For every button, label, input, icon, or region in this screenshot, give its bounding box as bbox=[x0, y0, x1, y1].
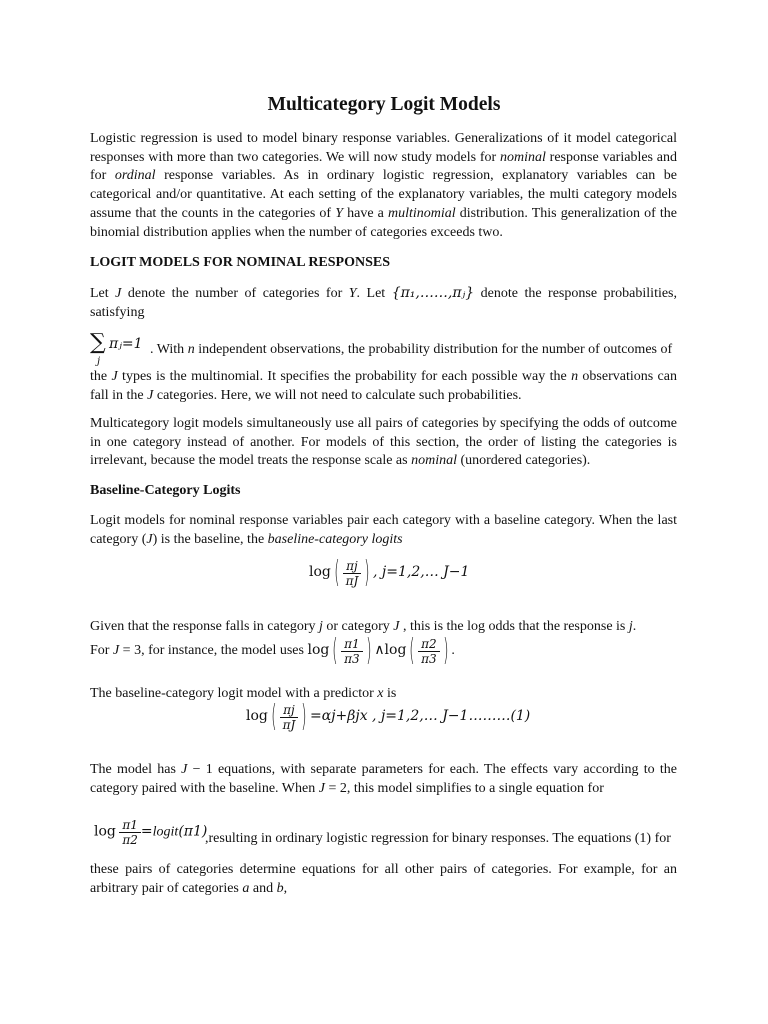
let-text-3: . Let bbox=[356, 286, 392, 301]
multi-nominal: nominal bbox=[411, 453, 457, 469]
logit-b: b bbox=[276, 880, 284, 896]
eq2-left-paren: ( bbox=[271, 699, 277, 734]
logit-tail-line bbox=[205, 830, 677, 849]
sum-expression: πⱼ=1 bbox=[109, 336, 143, 352]
given-text-1: Given that the response falls in category bbox=[90, 619, 319, 634]
for-fraction-1 bbox=[341, 637, 363, 666]
eq2-fraction bbox=[280, 703, 299, 732]
sum-text-3: the bbox=[90, 369, 112, 384]
logit-cont-text: these pairs of categories determine equations for all other pairs of categories. For example, for an arbitrary pair of categories bbox=[90, 862, 677, 896]
given-text-3: , this is the log odds that the response is bbox=[399, 619, 629, 634]
logit-word: logit bbox=[152, 824, 179, 840]
logit-text-2: and bbox=[249, 880, 277, 896]
multinomial-paragraph bbox=[90, 368, 677, 405]
baseline-text-2: ) is the baseline, the bbox=[152, 531, 268, 547]
multi-text-2: (unordered categories). bbox=[456, 453, 591, 469]
eq1-denominator: πJ bbox=[345, 573, 359, 588]
logit-text-1: ,resulting in ordinary logistic regression for binary responses. The equations (1) for bbox=[205, 831, 671, 846]
given-text-4: . bbox=[632, 619, 637, 634]
intro-text-3: response variables. As in ordinary logistic regression, explanatory variables can be categorical and/or quantitative. At each setting of the explanatory variables, the multi category models assume that the counts in the categories of bbox=[90, 168, 678, 221]
for-fraction-2 bbox=[418, 637, 440, 666]
pred-text-1: The baseline-category logit model with a predictor bbox=[90, 686, 378, 701]
given-j: j bbox=[318, 619, 323, 634]
intro-y: Y bbox=[335, 205, 343, 221]
for-text-2: = 3, for instance, the model uses bbox=[119, 643, 308, 659]
let-text-2: denote the number of categories for bbox=[121, 286, 349, 301]
logit-argument: (π1) bbox=[178, 823, 208, 840]
baseline-j: J bbox=[146, 531, 153, 547]
intro-multinomial: multinomial bbox=[387, 205, 456, 221]
let-paragraph bbox=[90, 284, 677, 322]
intro-text-1: Logistic regression is used to model binary response variables. Generalizations of it model categorical responses with more than two categories. We will now study models for bbox=[90, 131, 677, 165]
eq2-log: log bbox=[246, 708, 268, 725]
logit-equals: = bbox=[140, 823, 153, 840]
for-numerator-1: π1 bbox=[341, 637, 363, 652]
logit-fraction bbox=[119, 818, 141, 847]
sum-j: J bbox=[111, 369, 118, 384]
for-paren-4: ) bbox=[442, 633, 449, 668]
multi-text-1: Multicategory logit models simultaneously use all pairs of categories by specifying the odds of outcome in one category instead of another. For models of this section, the order of listing the categories is irrelevant, because the model treats the response scale as bbox=[90, 416, 677, 469]
eq2-right-paren: ) bbox=[301, 699, 307, 734]
eq1-log: log bbox=[309, 564, 331, 581]
intro-ordinal: ordinal bbox=[114, 168, 156, 184]
baseline-text-1: Logit models for nominal response variables pair each category with a baseline category. When the last category ( bbox=[90, 513, 677, 547]
eq2-right-side: =αj+βjx , j=1,2,… J−1………(1) bbox=[310, 708, 531, 725]
for-text-1: For bbox=[90, 643, 113, 659]
baseline-paragraph bbox=[90, 512, 677, 549]
for-period: . bbox=[451, 643, 455, 659]
sum-n2: n bbox=[571, 369, 579, 384]
eq2-numerator: πj bbox=[280, 703, 299, 718]
given-text-2: or category bbox=[322, 619, 394, 634]
sum-n: n bbox=[187, 342, 195, 357]
sum-text-line bbox=[150, 341, 677, 360]
section-heading-nominal: LOGIT MODELS FOR NOMINAL RESPONSES bbox=[90, 255, 391, 270]
given-big-j: J bbox=[393, 619, 400, 634]
logit-log: log bbox=[94, 823, 116, 840]
sum-text-4: types is the multinomial. It specifies the probability for each possible way the bbox=[117, 369, 572, 384]
equation-predictor-model bbox=[246, 699, 531, 734]
multicategory-paragraph bbox=[90, 415, 677, 471]
for-denominator-2: π3 bbox=[421, 651, 437, 666]
for-paren-2: ) bbox=[365, 633, 372, 668]
pred-x: x bbox=[377, 686, 384, 701]
intro-nominal: nominal bbox=[500, 149, 546, 165]
sum-text-2: independent observations, the probability distribution for the number of outcomes of bbox=[194, 342, 673, 357]
logit-text-3: , bbox=[283, 880, 288, 896]
eq1-left-paren: ( bbox=[334, 555, 340, 590]
intro-text-4: have a bbox=[342, 205, 388, 221]
for-wedge-log: ∧log bbox=[374, 642, 407, 659]
sum-text-6: categories. Here, we will not need to calculate such probabilities. bbox=[153, 387, 522, 403]
logit-a: a bbox=[242, 880, 250, 896]
for-paren-1: ( bbox=[332, 633, 338, 668]
for-denominator-1: π3 bbox=[344, 651, 360, 666]
let-y: Y bbox=[348, 286, 357, 301]
let-j: J bbox=[115, 286, 122, 301]
logit-continuation bbox=[90, 861, 677, 898]
baseline-category-logits-term: baseline-category logits bbox=[267, 531, 403, 547]
model-paragraph bbox=[90, 761, 677, 798]
model-text-3: = 2, this model simplifies to a single equation for bbox=[324, 780, 604, 796]
for-log-1: log bbox=[307, 642, 330, 659]
for-paren-3: ( bbox=[409, 633, 415, 668]
given-paragraph bbox=[90, 618, 677, 637]
intro-paragraph bbox=[90, 130, 677, 242]
for-numerator-2: π2 bbox=[418, 637, 440, 652]
for-j3-line bbox=[90, 633, 455, 668]
probability-set: {π₁,……,πⱼ} bbox=[391, 285, 475, 301]
logit-denominator: π2 bbox=[122, 833, 138, 847]
eq1-index-range: , j=1,2,… J−1 bbox=[373, 564, 470, 581]
eq2-denominator: πJ bbox=[282, 717, 296, 732]
sum-text-1: . With bbox=[150, 342, 188, 357]
logit-equation bbox=[94, 818, 207, 847]
eq1-fraction bbox=[343, 559, 362, 588]
intro-text-5: distribution. This generalization of the binomial distribution applies when the number of categories exceeds two. bbox=[90, 205, 677, 240]
sum-j2: J bbox=[147, 387, 154, 403]
model-j2: J bbox=[318, 780, 325, 796]
summation-symbol: ∑ bbox=[90, 330, 106, 355]
equation-baseline-logits bbox=[309, 555, 470, 590]
page-title: Multicategory Logit Models bbox=[267, 94, 501, 115]
eq1-numerator: πj bbox=[343, 559, 362, 574]
given-j2: j bbox=[628, 619, 633, 634]
predictor-paragraph bbox=[90, 685, 677, 704]
model-text-1: The model has bbox=[90, 762, 182, 777]
let-text-1: Let bbox=[90, 286, 116, 301]
summation-index: j bbox=[97, 356, 101, 367]
eq1-right-paren: ) bbox=[364, 555, 370, 590]
pred-text-2: is bbox=[383, 686, 397, 701]
model-text-2: − 1 equations, with separate parameters for each. The effects vary according to the category paired with the baseline. When bbox=[90, 762, 677, 796]
for-j: J bbox=[112, 643, 120, 659]
sum-text-5: observations can fall in the bbox=[90, 369, 677, 403]
let-text-4: denote the response probabilities, satisfying bbox=[90, 286, 678, 320]
intro-text-2: response variables and for bbox=[90, 149, 677, 184]
logit-numerator: π1 bbox=[119, 818, 141, 833]
section-heading-baseline: Baseline-Category Logits bbox=[90, 483, 241, 498]
model-j: J bbox=[181, 762, 188, 777]
